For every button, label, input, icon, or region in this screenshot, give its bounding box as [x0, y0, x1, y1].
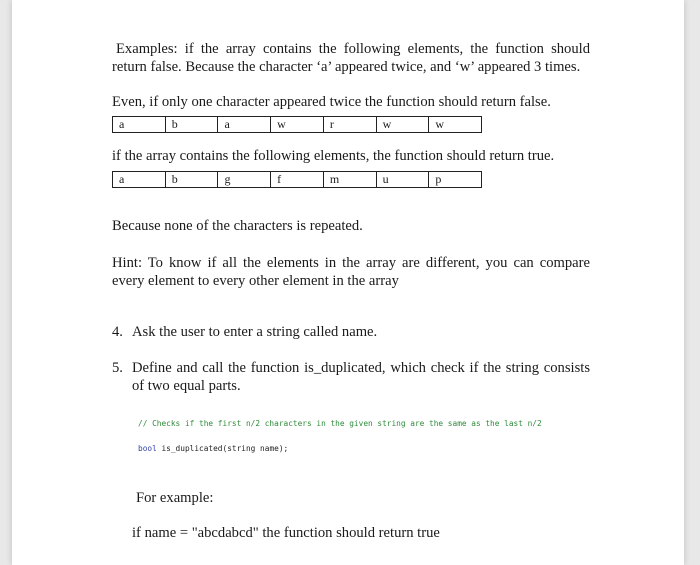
- array-example-true: [112, 171, 482, 188]
- item-5-text: Define and call the function is_duplicated, which check if the string consists of two equal parts.: [132, 360, 590, 394]
- array-cell: a: [119, 117, 125, 131]
- array-example-false: [112, 116, 482, 133]
- array-cell: m: [323, 172, 376, 187]
- example-line: if name = "abcdabcd" the function should return true: [132, 525, 440, 541]
- array-cell: b: [165, 117, 218, 132]
- array-cell: r: [323, 117, 376, 132]
- item-5-number: 5.: [112, 360, 123, 376]
- code-function-signature: is_duplicated(string name);: [156, 444, 289, 453]
- examples-paragraph: Examples: if the array contains the following elements, the function should return false. Because the character ‘a’ appeared twice, and ‘w’ appeared 3 times.: [112, 41, 590, 75]
- hint-paragraph: Hint: To know if all the elements in the array are different, you can compare every element to every other element in the array: [112, 255, 590, 289]
- array-cell: w: [270, 117, 323, 132]
- array-cell: w: [428, 117, 481, 132]
- array-cell: a: [217, 117, 270, 132]
- code-signature: [138, 444, 288, 453]
- because-paragraph: Because none of the characters is repeated.: [112, 218, 363, 234]
- even-paragraph: Even, if only one character appeared twice the function should return false.: [112, 94, 551, 110]
- item-4-text: Ask the user to enter a string called name.: [132, 324, 378, 340]
- array-cell: a: [119, 172, 125, 186]
- array-cell: g: [217, 172, 270, 187]
- array-cell: p: [428, 172, 481, 187]
- code-keyword: bool: [138, 444, 157, 453]
- code-comment: // Checks if the first n/2 characters in the given string are the same as the last n/2: [138, 419, 542, 428]
- array-cell: u: [376, 172, 429, 187]
- array-cell: w: [376, 117, 429, 132]
- document-page: [12, 0, 684, 565]
- array-cell: f: [270, 172, 323, 187]
- for-example-label: For example:: [136, 490, 214, 506]
- true-paragraph: if the array contains the following elements, the function should return true.: [112, 148, 555, 164]
- array-cell: b: [165, 172, 218, 187]
- item-4-number: 4.: [112, 324, 123, 340]
